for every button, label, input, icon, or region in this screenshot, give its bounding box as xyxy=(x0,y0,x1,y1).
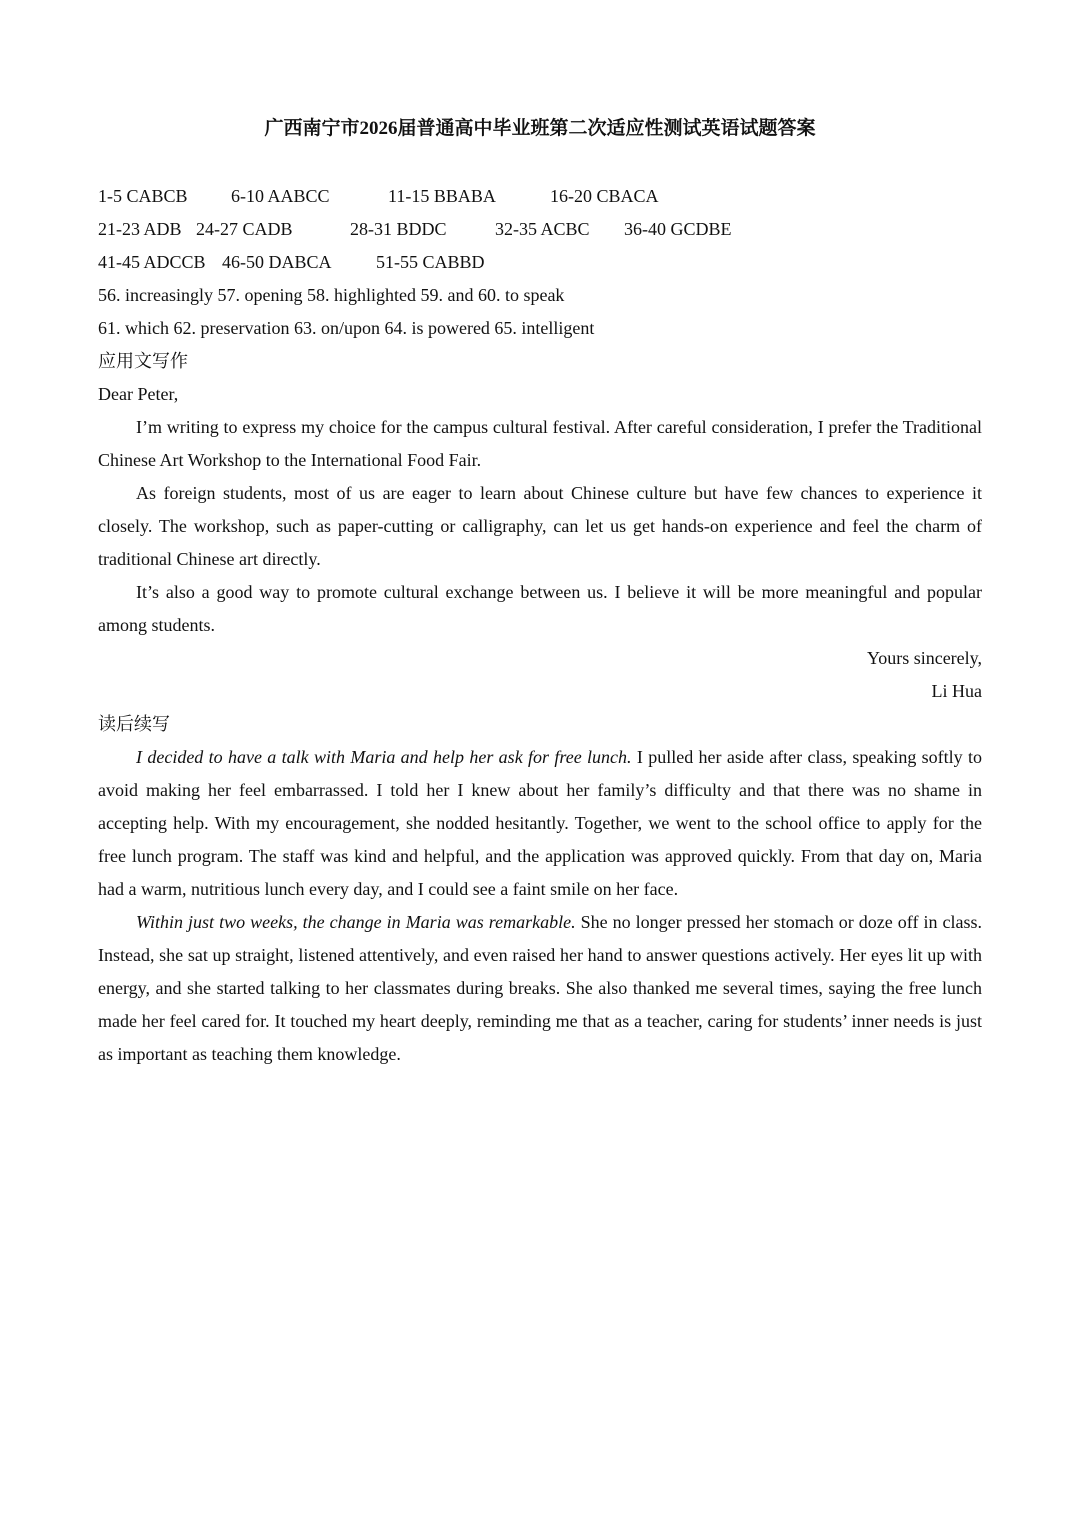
section-heading-continuation: 读后续写 xyxy=(98,714,170,734)
section-heading-writing: 应用文写作 xyxy=(98,351,188,371)
answer-group: 51-55 CABBD xyxy=(376,252,485,272)
answer-line-56-60: 56. increasingly 57. opening 58. highlighted 59. and 60. to speak xyxy=(98,285,565,305)
letter-paragraph: I’m writing to express my choice for the campus cultural festival. After careful consideration, I prefer the Traditional Chinese Art Workshop to the International Food Fair. xyxy=(98,417,982,470)
paragraph-lead-sentence: Within just two weeks, the change in Maria was remarkable. xyxy=(136,912,576,932)
answer-line-61-65: 61. which 62. preservation 63. on/upon 64. is powered 65. intelligent xyxy=(98,318,595,338)
paragraph-text: She no longer pressed her stomach or doze off in class. Instead, she sat up straight, listened attentively, and even raised her hand to answer questions actively. Her eyes lit up with energy, and she started talking to her classmates during breaks. She also thanked me several times, saying the free lunch made her feel cared for. It touched my heart deeply, reminding me that as a teacher, caring for students’ inner needs is just as important as teaching them knowledge. xyxy=(98,912,982,1064)
answer-row-1 xyxy=(98,180,982,213)
paragraph-text: I pulled her aside after class, speaking softly to avoid making her feel embarrassed. I told her I knew about her family’s difficulty and that there was no shame in accepting help. With my encouragement, she nodded hesitantly. Together, we went to the school office to apply for the free lunch program. The staff was kind and helpful, and the application was approved quickly. From that day on, Maria had a warm, nutritious lunch every day, and I could see a faint smile on her face. xyxy=(98,747,983,899)
letter-paragraph: It’s also a good way to promote cultural exchange between us. I believe it will be more meaningful and popular among students. xyxy=(98,582,982,635)
answer-group: 32-35 ACBC xyxy=(495,219,590,239)
answer-group: 11-15 BBABA xyxy=(388,186,496,206)
answer-group: 21-23 ADB xyxy=(98,219,182,239)
answer-group: 41-45 ADCCB xyxy=(98,252,206,272)
paragraph-lead-sentence: I decided to have a talk with Maria and help her ask for free lunch. xyxy=(136,747,632,767)
continuation-paragraph xyxy=(98,741,982,906)
letter-closing: Yours sincerely, xyxy=(867,648,982,668)
answer-group: 46-50 DABCA xyxy=(222,252,332,272)
answer-group: 28-31 BDDC xyxy=(350,219,447,239)
letter-paragraph: As foreign students, most of us are eager to learn about Chinese culture but have few chances to experience it closely. The workshop, such as paper-cutting or calligraphy, can let us get hands-on experience and feel the charm of traditional Chinese art directly. xyxy=(98,483,982,569)
letter-signature: Li Hua xyxy=(931,681,982,701)
answer-row-2 xyxy=(98,213,982,246)
answer-group: 24-27 CADB xyxy=(196,219,293,239)
document-title: 广西南宁市2026届普通高中毕业班第二次适应性测试英语试题答案 xyxy=(264,118,816,139)
document-body xyxy=(98,180,982,1071)
continuation-paragraph xyxy=(98,906,982,1071)
answer-row-3 xyxy=(98,246,982,279)
answer-group: 1-5 CABCB xyxy=(98,186,188,206)
answer-group: 6-10 AABCC xyxy=(231,186,330,206)
answer-group: 36-40 GCDBE xyxy=(624,219,732,239)
answer-group: 16-20 CBACA xyxy=(550,186,659,206)
letter-salutation: Dear Peter, xyxy=(98,384,179,404)
